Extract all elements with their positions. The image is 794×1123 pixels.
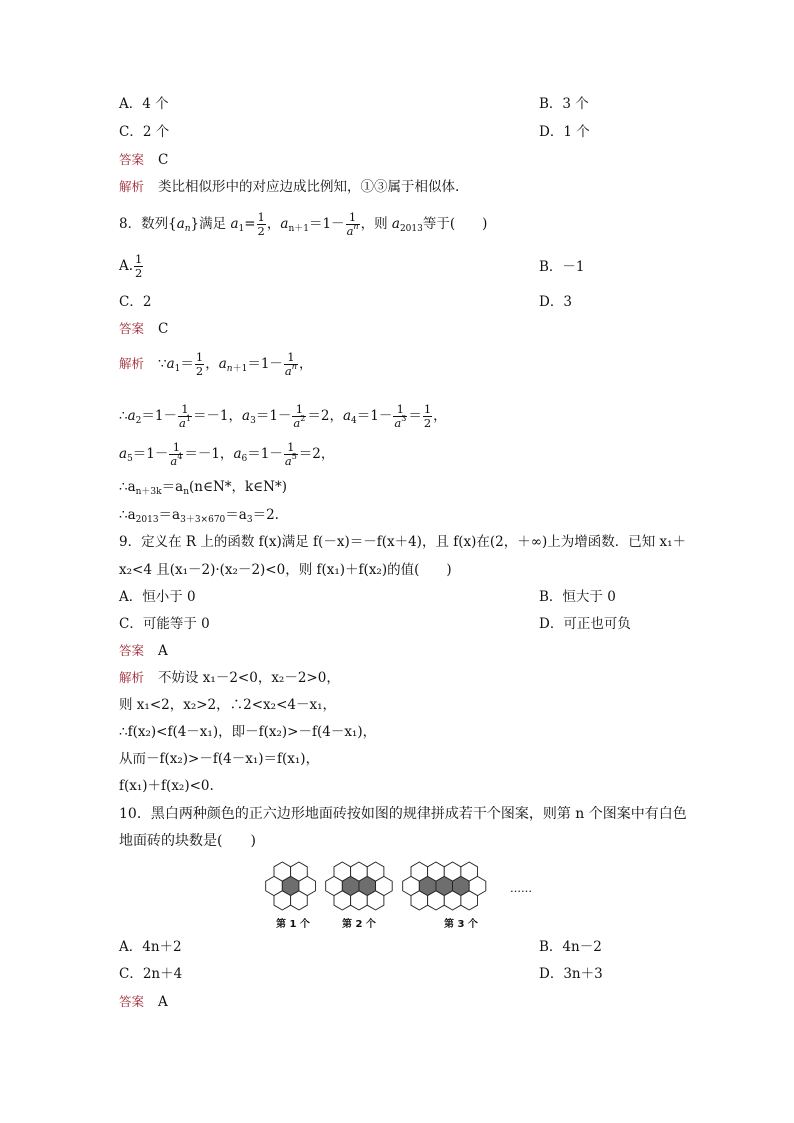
math-line: $\therefore a_{n+3k}=a_n(n\in N*$，k∈N*) — [119, 479, 288, 497]
sep: ， — [266, 216, 281, 232]
q7-option-d: D．1 个 — [539, 124, 590, 140]
math-line: $\because a_1=$ $\frac{1}{2}$ ，$a_{n+1}=1-$ $\frac{1}{a^n}$ ， — [158, 349, 313, 378]
q10-option-b: B．4n－2 — [539, 939, 602, 955]
q9-analysis-line-2: 则 x₁<2，x₂>2，∴2<x₂<4－x₁， — [119, 697, 336, 713]
equals: ＝1－ — [308, 216, 345, 232]
q7-option-b: B．3 个 — [539, 96, 589, 112]
analysis-label: 解析 — [119, 670, 145, 685]
q9-analysis-line-1 — [119, 669, 340, 687]
subscript: n＋1 — [288, 224, 309, 234]
answer-value: C — [158, 321, 169, 337]
q10-option-a: A．4n＋2 — [119, 939, 182, 955]
q7-answer — [119, 151, 168, 169]
question-number: 8． — [119, 216, 142, 232]
figure-caption-1: 第 1 个 — [276, 919, 310, 930]
math-line: $\therefore a_{2013}=a_{3+3\times 670}=a_3=2$. — [119, 507, 279, 525]
symbol: a — [230, 216, 239, 232]
stem-text: 等于( ) — [422, 216, 488, 232]
numerator: 1 — [346, 212, 360, 226]
denominator: 2 — [257, 224, 265, 238]
hexagon-tile-figure — [262, 858, 542, 914]
q9-option-b: B．恒大于 0 — [539, 589, 616, 605]
q10-option-d: D．3n＋3 — [539, 966, 603, 982]
q8-stem — [119, 210, 487, 238]
white-hexagon-tile — [367, 891, 384, 910]
q9-stem-line-1: 9．定义在 R 上的函数 f(x)满足 f(－x)＝－f(x＋4)，且 f(x)在(2，＋∞)上为增函数．已知 x₁＋ — [119, 534, 687, 550]
option-label: A. — [119, 258, 134, 274]
symbol: a — [346, 224, 354, 238]
answer-label: 答案 — [119, 321, 145, 336]
equals: = — [244, 216, 256, 232]
math-line: $a_5=1-$ $\frac{1}{a^4}$ ＝－1，$a_6=1-$ $\frac{1}{a^5}$ ＝2， — [119, 439, 335, 468]
q9-option-d: D．可正也可负 — [539, 616, 631, 632]
white-hexagon-tile — [411, 891, 428, 910]
q8-analysis-line-1 — [119, 350, 312, 378]
white-hexagon-tile — [461, 891, 478, 910]
white-hexagon-tile — [274, 891, 291, 910]
white-hexagon-tile — [428, 891, 445, 910]
denominator — [346, 222, 360, 238]
white-hexagon-tile — [291, 891, 308, 910]
analysis-label: 解析 — [119, 179, 145, 194]
answer-label: 答案 — [119, 994, 145, 1009]
subscript: 2013 — [399, 224, 423, 234]
superscript: n — [353, 222, 359, 231]
figure-caption-2: 第 2 个 — [342, 919, 376, 930]
q9-option-a: A．恒小于 0 — [119, 589, 196, 605]
q8-option-d: D．3 — [539, 294, 572, 310]
q8-answer — [119, 320, 168, 338]
answer-value: C — [158, 152, 169, 168]
q8-option-a — [119, 253, 144, 280]
answer-label: 答案 — [119, 643, 145, 658]
q8-analysis-line-4 — [119, 478, 287, 496]
q8-option-b: B．－1 — [539, 259, 585, 275]
answer-value: A — [158, 994, 168, 1010]
q9-analysis-line-3: ∴f(x₂)<f(4－x₁)，即－f(x₂)>－f(4－x₁)， — [119, 724, 377, 740]
q9-analysis-line-5: f(x₁)＋f(x₂)<0. — [119, 778, 214, 794]
fraction — [134, 251, 143, 280]
q9-analysis-line-4: 从而－f(x₂)>－f(4－x₁)＝f(x₁)， — [119, 751, 320, 767]
q8-option-c: C．2 — [119, 294, 152, 310]
numerator: 1 — [135, 251, 143, 266]
q10-stem-line-2: 地面砖的块数是( ) — [119, 833, 256, 849]
stem-text: 数列{ — [141, 216, 177, 232]
q10-stem-line-1: 10．黑白两种颜色的正六边形地面砖按如图的规律拼成若干个图案，则第 n 个图案中有白色 — [119, 806, 687, 822]
stem-text: }满足 — [190, 216, 231, 232]
fraction — [346, 209, 360, 238]
q8-analysis-line-5 — [119, 506, 279, 524]
q7-option-c: C．2 个 — [119, 124, 170, 140]
q8-analysis-line-3 — [119, 440, 334, 468]
q10-answer — [119, 993, 168, 1011]
q9-answer — [119, 642, 168, 660]
ellipsis: …… — [510, 882, 532, 895]
white-hexagon-tile — [444, 891, 461, 910]
q7-option-a: A．4 个 — [119, 96, 169, 112]
answer-value: A — [158, 643, 168, 659]
math-line: $\therefore a_2=1-$ $\frac{1}{a^1}$ ＝－1，$a_3=1-$ $\frac{1}{a^2}$ ＝2，$a_4=1-$ $\frac{1}{a^3}$ ＝ $\frac{1}{2}$ ， — [119, 401, 447, 430]
symbol: a — [176, 216, 185, 232]
white-hexagon-tile — [351, 891, 368, 910]
denominator: 2 — [135, 266, 143, 280]
fraction — [257, 209, 266, 238]
stem-text: ，则 — [360, 216, 392, 232]
numerator: 1 — [257, 209, 265, 224]
analysis-text: 类比相似形中的对应边成比例知，①③属于相似体. — [158, 179, 460, 195]
q7-analysis — [119, 178, 459, 196]
symbol: a — [280, 216, 289, 232]
answer-label: 答案 — [119, 152, 145, 167]
analysis-label: 解析 — [119, 356, 145, 371]
q9-stem-line-2: x₂<4 且(x₁－2)·(x₂－2)<0，则 f(x₁)＋f(x₂)的值( ) — [119, 562, 452, 578]
subscript: n — [184, 224, 191, 234]
white-hexagon-tile — [334, 891, 351, 910]
subscript: 1 — [238, 224, 245, 234]
q8-analysis-line-2 — [119, 402, 447, 430]
symbol: a — [391, 216, 400, 232]
analysis-text: 不妨设 x₁－2<0，x₂－2>0， — [158, 670, 340, 686]
q10-option-c: C．2n＋4 — [119, 966, 183, 982]
q9-option-c: C．可能等于 0 — [119, 616, 210, 632]
figure-caption-3: 第 3 个 — [444, 919, 478, 930]
